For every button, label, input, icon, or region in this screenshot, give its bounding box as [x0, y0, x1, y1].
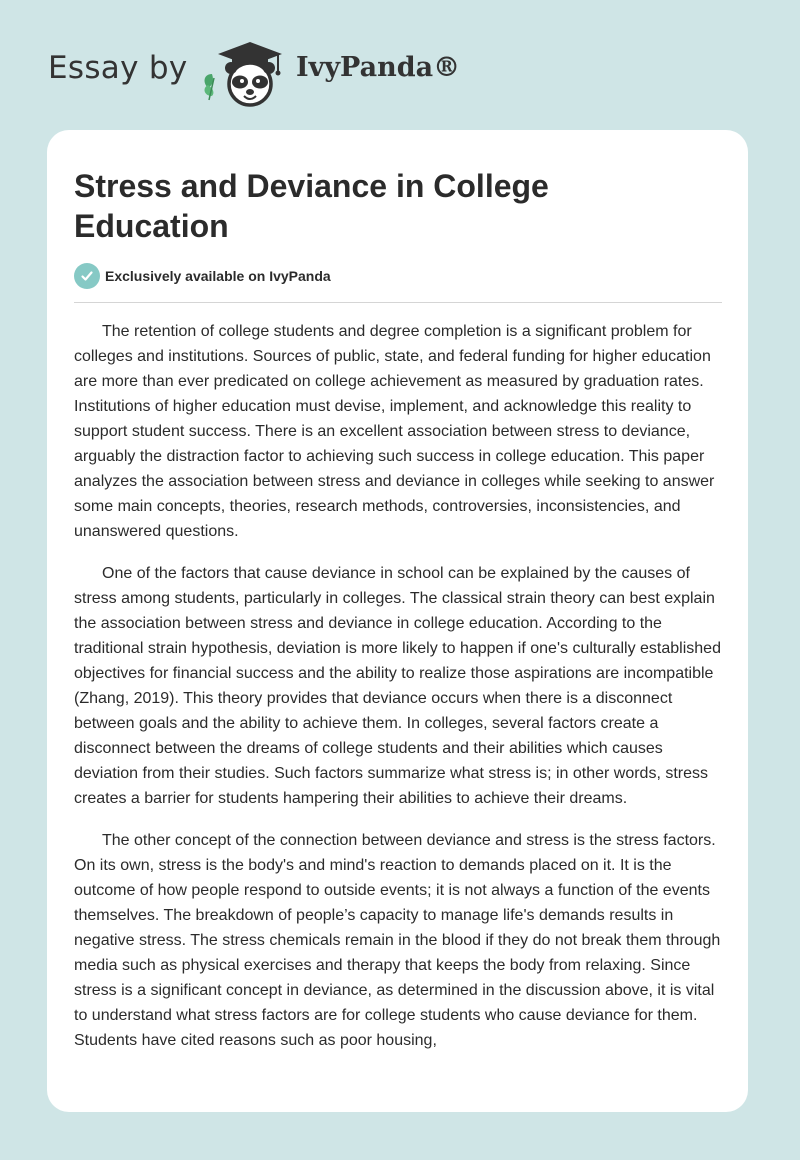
essay-title: Stress and Deviance in College Education	[74, 168, 549, 244]
essay-card	[47, 130, 748, 1112]
divider	[74, 302, 722, 303]
paragraph: The retention of college students and degree completion is a significant problem for colleges and institutions. Sources of public, state, and federal funding for higher education are more than ever predicated on college achievement as measured by graduation rates. Institutions of higher education must devise, implement, and acknowledge this reality to support student success. There is an excellent association between stress to deviance, arguably the distraction factor to achieving such success in college education. This paper analyzes the association between stress and deviance in colleges while seeking to answer some main concepts, theories, research methods, controversies, inconsistencies, and unanswered questions.	[74, 323, 715, 540]
badge-text: Exclusively available on IvyPanda	[105, 268, 331, 284]
check-circle-icon	[74, 263, 100, 289]
brand-prefix: Essay by	[48, 50, 188, 86]
essay-body	[74, 319, 722, 1070]
paragraph: The other concept of the connection between deviance and stress is the stress factors. On its own, stress is the body's and mind's reaction to demands placed on it. It is the outcome of how people respond to outside events; it is not always a function of the events themselves. The breakdown of people’s capacity to manage life's demands results in negative stress. The stress chemicals remain in the blood if they do not break them through media such as physical exercises and therapy that keeps the body from relaxing. Since stress is a significant concept in deviance, as determined in the discussion above, it is vital to understand what stress factors are for college students who cause deviance for them. Students have cited reasons such as poor housing,	[74, 832, 721, 1049]
brand-name[interactable]: IvyPanda®	[296, 52, 461, 83]
paragraph: One of the factors that cause deviance in school can be explained by the causes of stress among students, particularly in colleges. The classical strain theory can best explain the association between stress and deviance in college education. According to the traditional strain hypothesis, deviation is more likely to happen if one's culturally established objectives for financial success and the ability to realize those aspirations are incompatible (Zhang, 2019). This theory provides that deviance occurs when there is a disconnect between goals and the ability to achieve them. In colleges, several factors create a disconnect between the dreams of college students and their abilities which causes deviation from their studies. Such factors summarize what stress is; in other words, stress creates a barrier for students hampering their abilities to achieve their dreams.	[74, 565, 721, 807]
panda-logo-icon[interactable]	[200, 38, 290, 108]
exclusive-badge	[74, 263, 331, 289]
site-header	[48, 38, 508, 108]
